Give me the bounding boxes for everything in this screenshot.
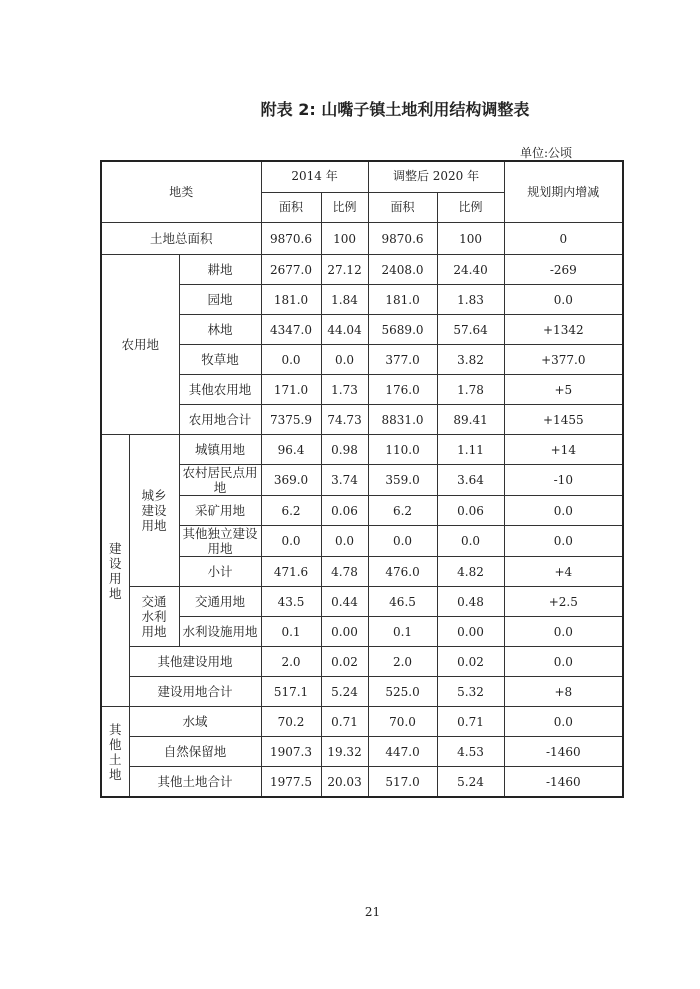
cell-area-2014: 43.5 [261, 587, 321, 617]
table-row [101, 285, 623, 315]
group-construction: 建设用地 [101, 435, 129, 707]
header-change: 规划期内增减 [504, 161, 623, 223]
table-row [101, 647, 623, 677]
cell-ratio-2014: 100 [321, 223, 368, 255]
table-row [101, 677, 623, 707]
cell-area-2014: 471.6 [261, 557, 321, 587]
cell-ratio-2014: 0.02 [321, 647, 368, 677]
header-category: 地类 [101, 161, 261, 223]
cell-change: 0.0 [504, 526, 623, 557]
row-label: 采矿用地 [179, 496, 261, 526]
header-row [101, 161, 623, 192]
table-row [101, 375, 623, 405]
row-label: 牧草地 [179, 345, 261, 375]
table-row [101, 707, 623, 737]
row-label: 农村居民点用地 [179, 465, 261, 496]
table-row [101, 496, 623, 526]
cell-change: +377.0 [504, 345, 623, 375]
cell-ratio-2020: 0.71 [437, 707, 504, 737]
row-label: 耕地 [179, 255, 261, 285]
cell-change: -269 [504, 255, 623, 285]
cell-area-2020: 377.0 [368, 345, 437, 375]
group-urban-rural: 城乡建设用地 [129, 435, 179, 587]
table-row [101, 255, 623, 285]
cell-area-2014: 517.1 [261, 677, 321, 707]
land-use-table [100, 160, 624, 798]
unit-label: 单位:公顷 [520, 146, 573, 160]
cell-area-2014: 7375.9 [261, 405, 321, 435]
cell-ratio-2020: 3.64 [437, 465, 504, 496]
cell-area-2014: 0.0 [261, 526, 321, 557]
cell-change: +4 [504, 557, 623, 587]
cell-ratio-2020: 0.48 [437, 587, 504, 617]
cell-ratio-2014: 1.84 [321, 285, 368, 315]
table-row [101, 767, 623, 798]
cell-area-2014: 9870.6 [261, 223, 321, 255]
cell-ratio-2020: 0.00 [437, 617, 504, 647]
cell-ratio-2014: 0.00 [321, 617, 368, 647]
cell-area-2020: 359.0 [368, 465, 437, 496]
table-row [101, 526, 623, 557]
header-area-2020: 面积 [368, 192, 437, 223]
cell-area-2014: 96.4 [261, 435, 321, 465]
cell-ratio-2020: 1.78 [437, 375, 504, 405]
cell-change: +5 [504, 375, 623, 405]
cell-ratio-2014: 74.73 [321, 405, 368, 435]
cell-change: +14 [504, 435, 623, 465]
cell-area-2014: 1907.3 [261, 737, 321, 767]
cell-ratio-2020: 5.24 [437, 767, 504, 798]
cell-area-2014: 2.0 [261, 647, 321, 677]
row-label: 小计 [179, 557, 261, 587]
cell-area-2014: 2677.0 [261, 255, 321, 285]
cell-area-2020: 5689.0 [368, 315, 437, 345]
cell-area-2014: 1977.5 [261, 767, 321, 798]
cell-change: 0 [504, 223, 623, 255]
cell-area-2020: 176.0 [368, 375, 437, 405]
cell-ratio-2020: 0.0 [437, 526, 504, 557]
header-2020: 调整后 2020 年 [368, 161, 504, 192]
table-row [101, 435, 623, 465]
cell-area-2020: 8831.0 [368, 405, 437, 435]
header-area-2014: 面积 [261, 192, 321, 223]
cell-ratio-2014: 3.74 [321, 465, 368, 496]
cell-ratio-2020: 5.32 [437, 677, 504, 707]
cell-ratio-2014: 0.98 [321, 435, 368, 465]
cell-area-2020: 110.0 [368, 435, 437, 465]
cell-ratio-2020: 57.64 [437, 315, 504, 345]
cell-area-2014: 70.2 [261, 707, 321, 737]
cell-area-2020: 447.0 [368, 737, 437, 767]
cell-ratio-2014: 1.73 [321, 375, 368, 405]
table-row [101, 737, 623, 767]
table-row [101, 617, 623, 647]
header-2014: 2014 年 [261, 161, 368, 192]
table-row [101, 223, 623, 255]
cell-change: -1460 [504, 737, 623, 767]
row-label: 交通用地 [179, 587, 261, 617]
cell-area-2020: 517.0 [368, 767, 437, 798]
row-label: 水利设施用地 [179, 617, 261, 647]
cell-ratio-2014: 0.71 [321, 707, 368, 737]
cell-change: -10 [504, 465, 623, 496]
row-label: 建设用地合计 [129, 677, 261, 707]
cell-ratio-2020: 4.53 [437, 737, 504, 767]
table-row [101, 587, 623, 617]
cell-area-2020: 0.0 [368, 526, 437, 557]
header-ratio-2014: 比例 [321, 192, 368, 223]
row-label: 林地 [179, 315, 261, 345]
cell-ratio-2020: 3.82 [437, 345, 504, 375]
cell-area-2014: 171.0 [261, 375, 321, 405]
cell-change: +2.5 [504, 587, 623, 617]
cell-change: 0.0 [504, 707, 623, 737]
cell-area-2014: 0.1 [261, 617, 321, 647]
group-transport: 交通水利用地 [129, 587, 179, 647]
table-row [101, 345, 623, 375]
cell-change: -1460 [504, 767, 623, 798]
cell-ratio-2014: 0.06 [321, 496, 368, 526]
row-label: 城镇用地 [179, 435, 261, 465]
table-row [101, 557, 623, 587]
cell-area-2020: 2.0 [368, 647, 437, 677]
cell-ratio-2020: 1.11 [437, 435, 504, 465]
row-label: 水域 [129, 707, 261, 737]
cell-change: 0.0 [504, 617, 623, 647]
row-label: 自然保留地 [129, 737, 261, 767]
cell-area-2020: 6.2 [368, 496, 437, 526]
cell-ratio-2014: 5.24 [321, 677, 368, 707]
cell-area-2020: 46.5 [368, 587, 437, 617]
cell-area-2020: 0.1 [368, 617, 437, 647]
row-label: 其他建设用地 [129, 647, 261, 677]
cell-ratio-2020: 24.40 [437, 255, 504, 285]
cell-ratio-2020: 89.41 [437, 405, 504, 435]
row-label: 其他独立建设用地 [179, 526, 261, 557]
cell-area-2014: 181.0 [261, 285, 321, 315]
row-label: 土地总面积 [101, 223, 261, 255]
table-row [101, 405, 623, 435]
cell-area-2014: 6.2 [261, 496, 321, 526]
cell-ratio-2020: 100 [437, 223, 504, 255]
row-label: 园地 [179, 285, 261, 315]
cell-change: +8 [504, 677, 623, 707]
cell-ratio-2014: 44.04 [321, 315, 368, 345]
header-ratio-2020: 比例 [437, 192, 504, 223]
cell-ratio-2014: 0.44 [321, 587, 368, 617]
cell-area-2020: 476.0 [368, 557, 437, 587]
cell-ratio-2020: 0.02 [437, 647, 504, 677]
cell-ratio-2014: 20.03 [321, 767, 368, 798]
cell-ratio-2014: 0.0 [321, 345, 368, 375]
cell-ratio-2014: 4.78 [321, 557, 368, 587]
cell-area-2014: 4347.0 [261, 315, 321, 345]
cell-ratio-2014: 0.0 [321, 526, 368, 557]
cell-ratio-2014: 19.32 [321, 737, 368, 767]
row-label: 其他土地合计 [129, 767, 261, 798]
group-other: 其他土地 [101, 707, 129, 798]
page-number: 21 [364, 905, 381, 919]
cell-change: +1455 [504, 405, 623, 435]
cell-area-2020: 181.0 [368, 285, 437, 315]
cell-area-2014: 369.0 [261, 465, 321, 496]
table-row [101, 465, 623, 496]
row-label: 农用地合计 [179, 405, 261, 435]
cell-area-2020: 70.0 [368, 707, 437, 737]
table-title: 附表 2: 山嘴子镇土地利用结构调整表 [260, 100, 530, 119]
cell-change: +1342 [504, 315, 623, 345]
cell-change: 0.0 [504, 285, 623, 315]
cell-ratio-2020: 4.82 [437, 557, 504, 587]
row-label: 其他农用地 [179, 375, 261, 405]
cell-ratio-2020: 0.06 [437, 496, 504, 526]
cell-ratio-2020: 1.83 [437, 285, 504, 315]
cell-change: 0.0 [504, 647, 623, 677]
table-row [101, 315, 623, 345]
cell-area-2020: 525.0 [368, 677, 437, 707]
cell-area-2014: 0.0 [261, 345, 321, 375]
group-agri: 农用地 [101, 255, 179, 435]
cell-area-2020: 2408.0 [368, 255, 437, 285]
cell-change: 0.0 [504, 496, 623, 526]
cell-ratio-2014: 27.12 [321, 255, 368, 285]
cell-area-2020: 9870.6 [368, 223, 437, 255]
